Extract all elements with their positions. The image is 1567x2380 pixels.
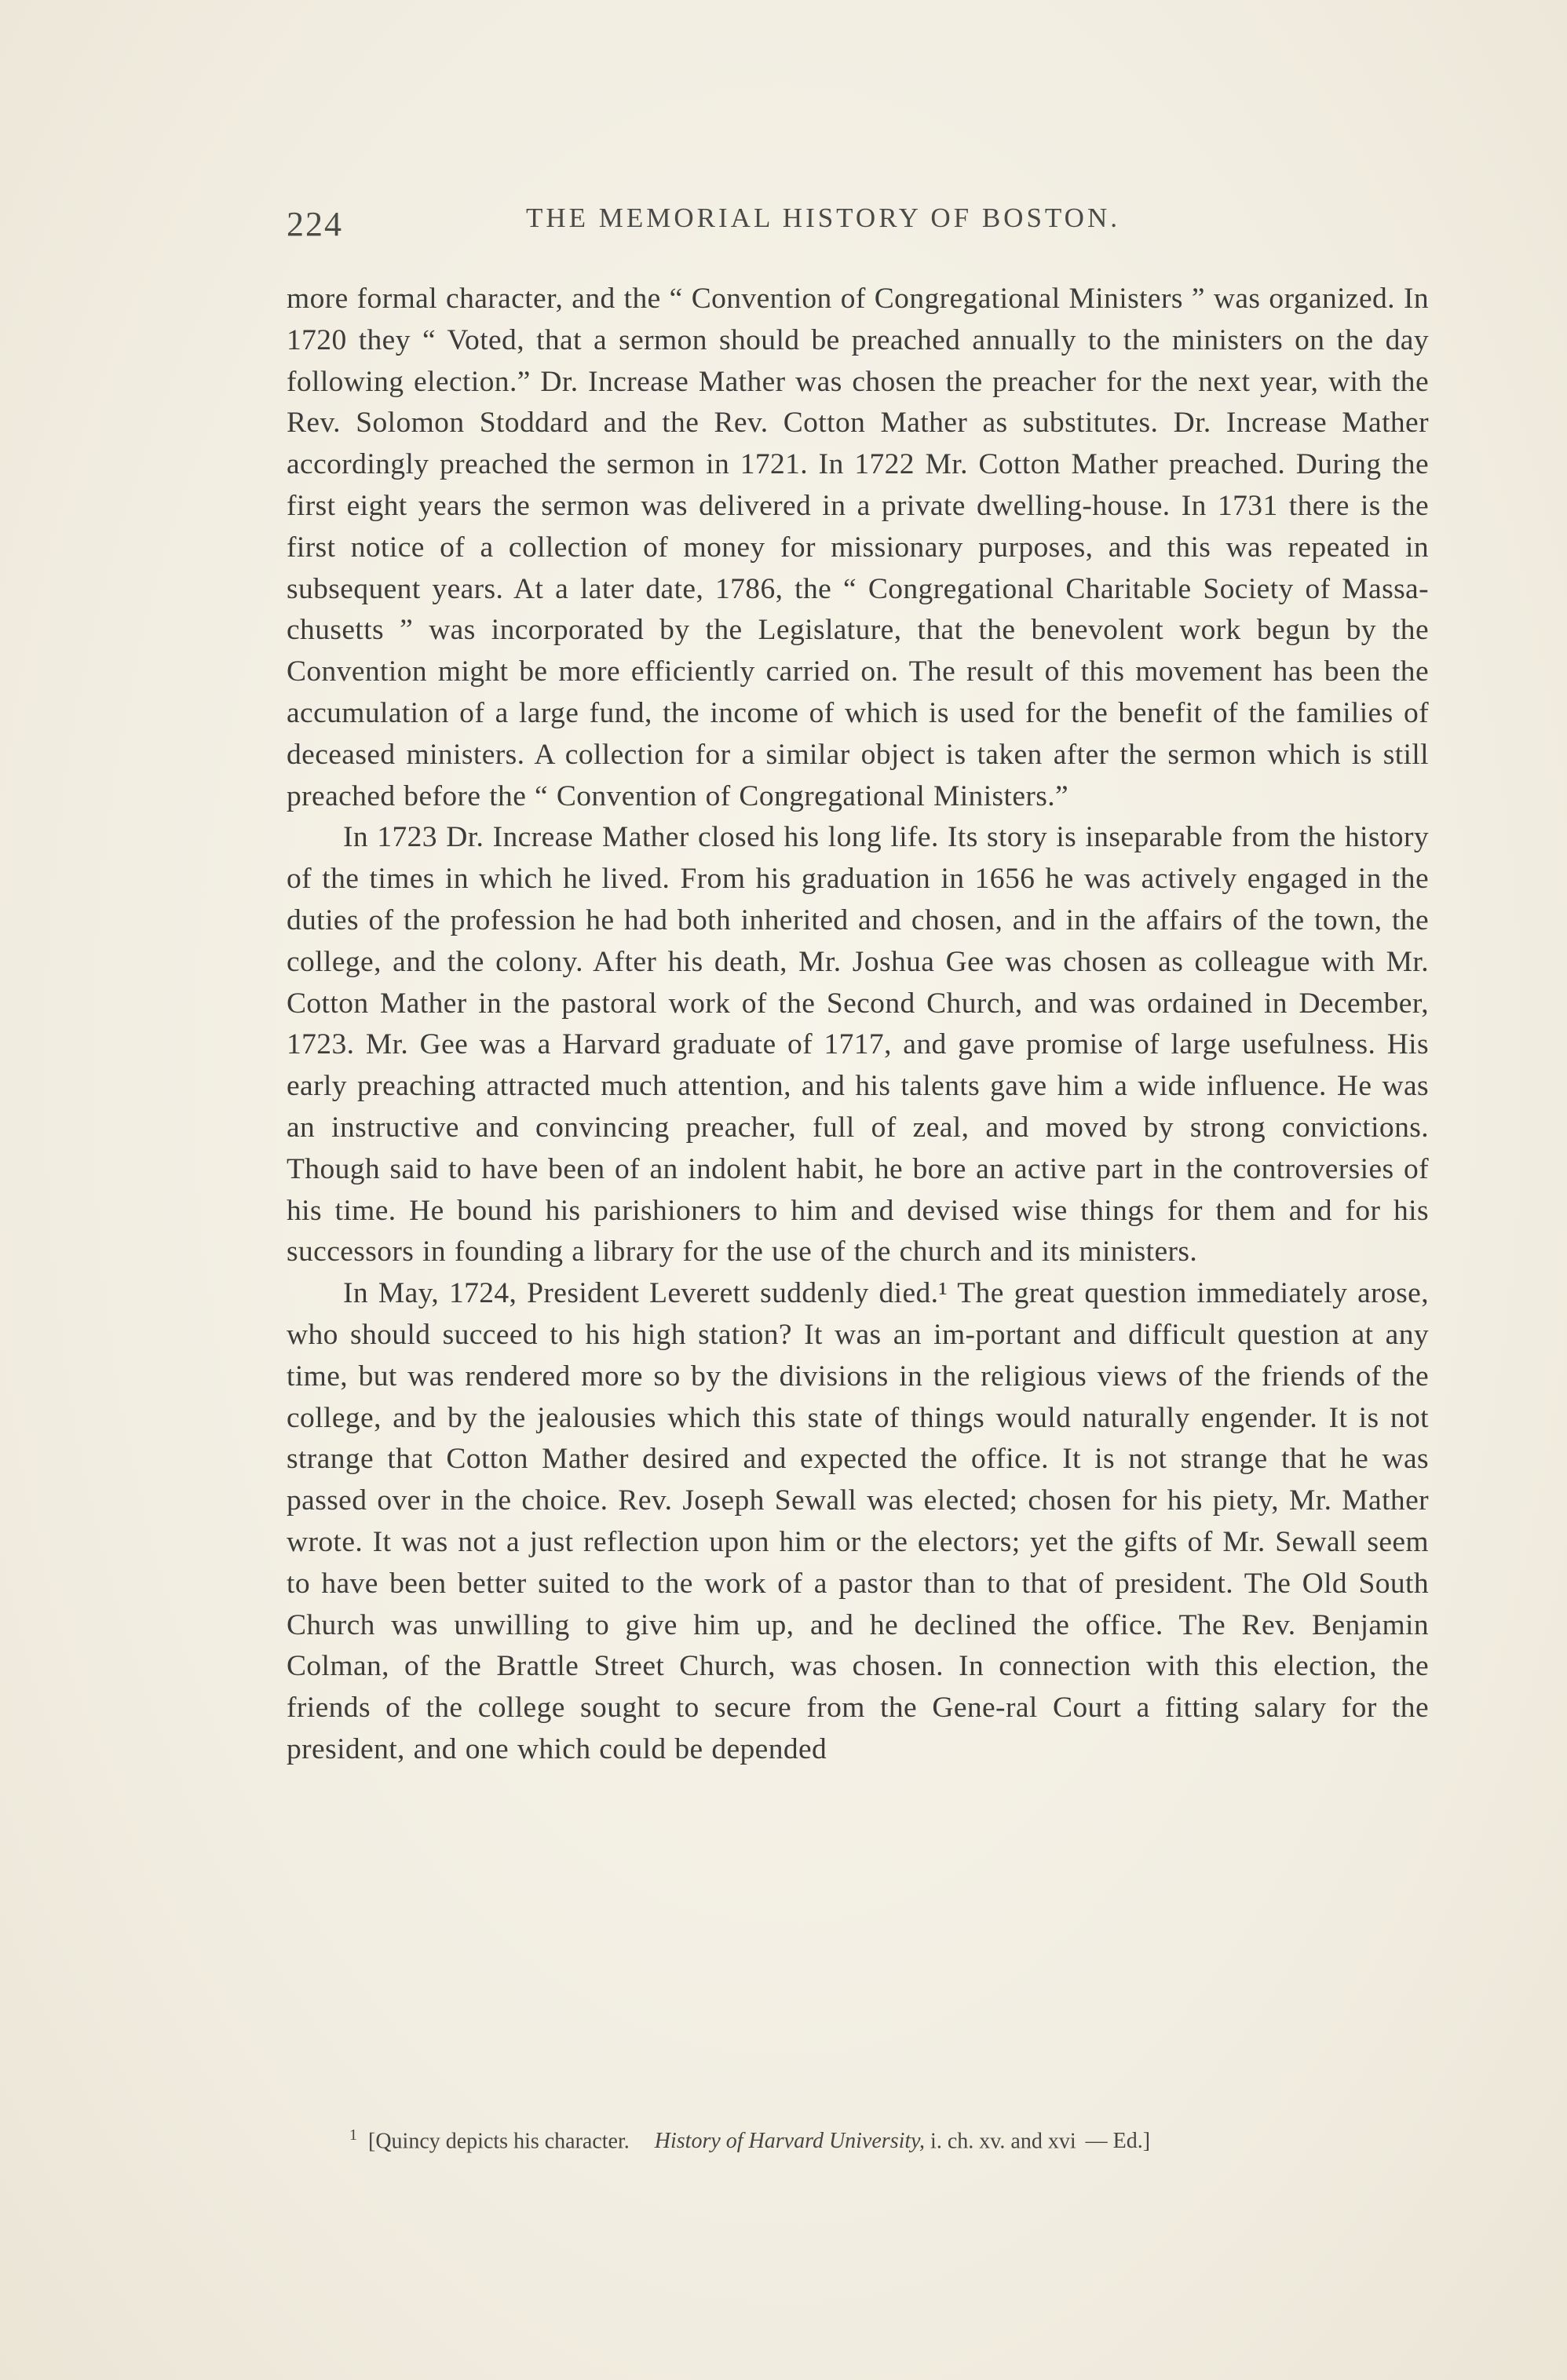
paragraph-3: In May, 1724, President Leverett suddenly died.¹ The great question immediately arose, who should succeed to his high station? It was an im-portant and difficult question at any time, but was rendered more so by the divisions in the religious views of the friends of the college, and by the jealousies which this state of things would naturally engender. It is not strange that Cotton Mather desired and expected the office. It is not strange that he was passed over in the choice. Rev. Joseph Sewall was elected; chosen for his piety, Mr. Mather wrote. It was not a just reflection upon him or the electors; yet the gifts of Mr. Sewall seem to have been better suited to the work of a pastor than to that of president. The Old South Church was unwilling to give him up, and he declined the office. The Rev. Benjamin Colman, of the Brattle Street Church, was chosen. In connection with this election, the friends of the college sought to secure from the Gene-ral Court a fitting salary for the president, and one which could be depended <box>287 1277 1429 1765</box>
body-text <box>287 279 1429 1771</box>
paragraph-2: In 1723 Dr. Increase Mather closed his long life. Its story is inseparable from the history of the times in which he lived. From his graduation in 1656 he was actively engaged in the duties of the profession he had both inherited and chosen, and in the affairs of the town, the college, and the colony. After his death, Mr. Joshua Gee was chosen as colleague with Mr. Cotton Mather in the pastoral work of the Second Church, and was ordained in December, 1723. Mr. Gee was a Harvard graduate of 1717, and gave promise of large usefulness. His early preaching attracted much attention, and his talents gave him a wide influence. He was an instructive and convincing preacher, full of zeal, and moved by strong convictions. Though said to have been of an indolent habit, he bore an active part in the controversies of his time. He bound his parishioners to him and devised wise things for them and for his successors in founding a library for the use of the church and its ministers. <box>287 821 1429 1268</box>
footnote <box>349 2119 1448 2157</box>
footnote-marker: 1 <box>349 2126 357 2144</box>
footnote-editor-note: — Ed.] <box>1085 2129 1151 2154</box>
page-number: 224 <box>287 205 343 243</box>
footnote-book-title: History of Harvard University, <box>654 2129 926 2154</box>
footnote-reference: i. ch. xv. and xvi <box>930 2129 1076 2154</box>
page-header <box>287 203 1429 250</box>
running-title: THE MEMORIAL HISTORY OF BOSTON. <box>526 203 1120 233</box>
paragraph-1: more formal character, and the “ Convention of Congregational Ministers ” was organized. In 1720 they “ Voted, that a sermon should be preached annually to the ministers on the day following election.” Dr. Increase Mather was chosen the preacher for the next year, with the Rev. Solomon Stoddard and the Rev. Cotton Mather as substitutes. Dr. Increase Mather accordingly preached the sermon in 1721. In 1722 Mr. Cotton Mather preached. During the first eight years the sermon was delivered in a private dwelling-house. In 1731 there is the first notice of a collection of money for missionary purposes, and this was repeated in subsequent years. At a later date, 1786, the “ Congregational Charitable Society of Massa-chusetts ” was incorporated by the Legislature, that the benevolent work begun by the Convention might be more efficiently carried on. The result of this movement has been the accumulation of a large fund, the income of which is used for the benefit of the families of deceased ministers. A collection for a similar object is taken after the sermon which is still preached before the “ Convention of Congregational Ministers.” <box>287 283 1429 812</box>
footnote-text: [Quincy depicts his character. <box>368 2129 630 2154</box>
